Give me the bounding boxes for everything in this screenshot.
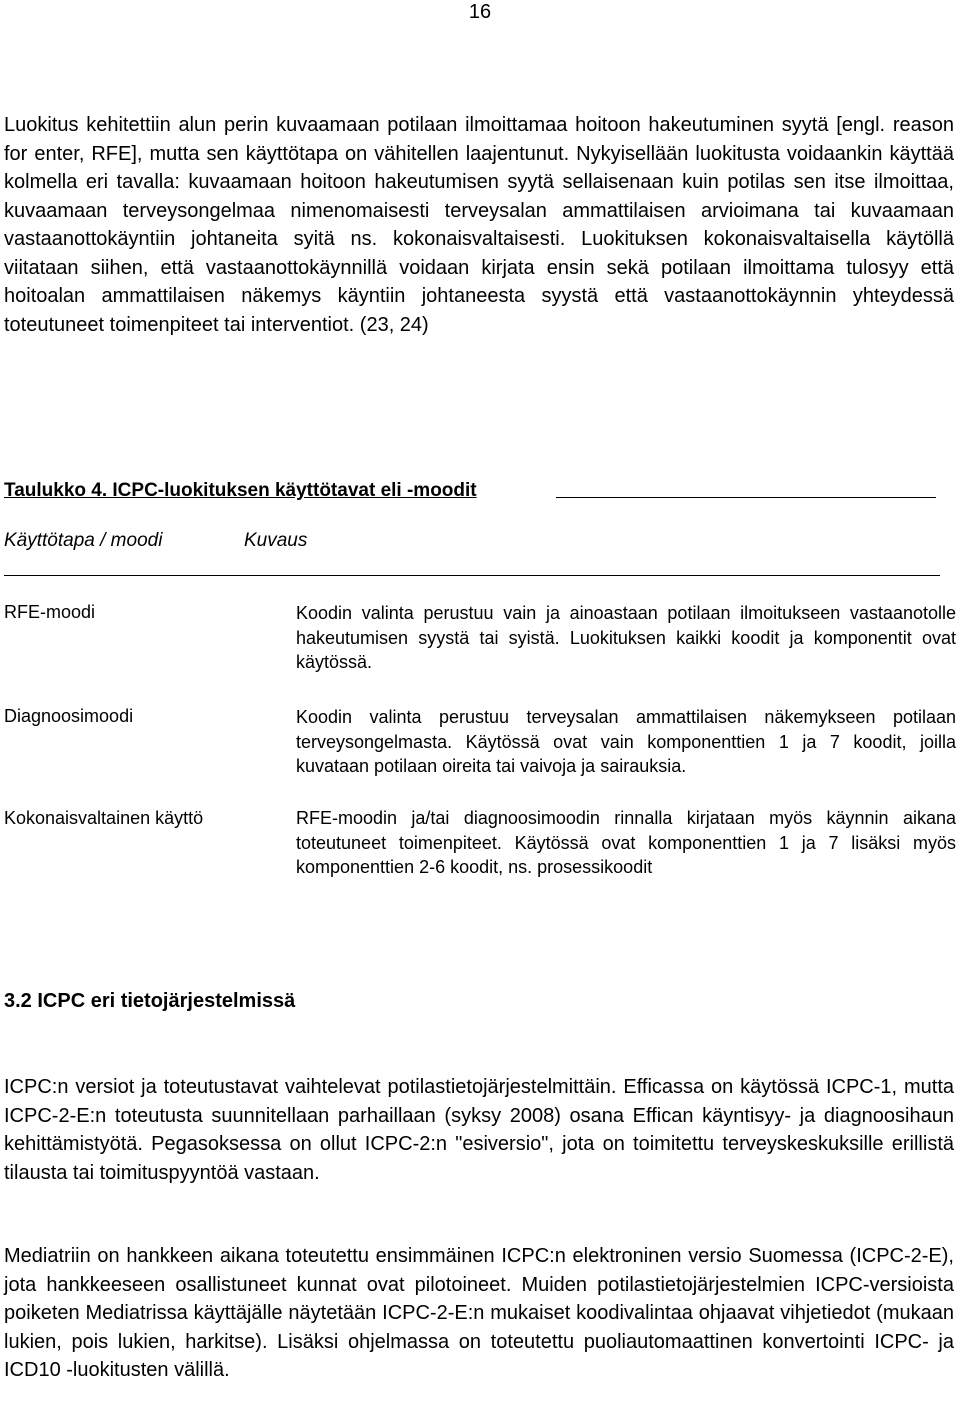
table-title [4,478,938,504]
table-header-rule [4,575,940,576]
page-number: 16 [468,1,492,23]
table-header-description: Kuvaus [244,530,308,551]
table-row-description-rfe: Koodin valinta perustuu vain ja ainoastaan potilaan ilmoitukseen vastaanotolle hakeutumisen syystä tai syistä. Luokituksen kaikki koodit ja komponentit ovat käytössä. [296,603,956,672]
table-row-description-diagnosis: Koodin valinta perustuu terveysalan ammattilaisen näkemykseen potilaan terveysongelmasta. Käytössä ovat vain komponenttien 1 ja 7 koodit, joilla kuvataan potilaan oireita tai vaivoja ja sairauksia. [296,707,956,776]
section-heading: 3.2 ICPC eri tietojärjestelmissä [4,990,296,1012]
table-row-mode-comprehensive: Kokonaisvaltainen käyttö [4,808,204,828]
table-title-text: Taulukko 4. ICPC-luokituksen käyttötavat eli -moodit [4,480,477,501]
table-row-mode-diagnosis: Diagnoosimoodi [4,706,134,726]
table-row-mode-rfe: RFE-moodi [4,602,96,622]
table-title-rule [556,497,936,498]
paragraph-classification-intro: Luokitus kehitettiin alun perin kuvaamaan potilaan ilmoittamaa hoitoon hakeutuminen syytä [engl. reason for enter, RFE], mutta sen käyttötapa on vähitellen laajentunut. Nykyisellään luokitusta voidaankin käyttää kolmella eri tavalla: kuvaamaan hoitoon hakeutumisen syytä sellaisenaan kuin potilas sen itse ilmoittaa, kuvaamaan terveysongelmaa nimenomaisesti terveysalan ammattilaisen arvioimana tai kuvaamaan vastaanottokäyntiin johtaneita syitä ns. kokonaisvaltaisesti. Luokituksen kokonaisvaltaisella käytöllä viitataan siihen, että vastaanottokäynnillä voidaan kirjata ensin sekä potilaan ilmoittama tulosyy että hoitoalan ammattilaisen näkemys käyntiin johtaneesta syystä että vastaanottokäynnin yhteydessä toteutuneet toimenpiteet tai interventiot. (23, 24) [4,114,954,336]
table-header-mode: Käyttötapa / moodi [4,530,163,551]
table-row-description-comprehensive: RFE-moodin ja/tai diagnoosimoodin rinnalla kirjataan myös käynnin aikana toteutuneet toimenpiteet. Käytössä ovat komponenttien 1 ja 7 lisäksi myös komponenttien 2-6 koodit, ns. prosessikoodit [296,808,956,877]
paragraph-icpc-versions: ICPC:n versiot ja toteutustavat vaihtelevat potilastietojärjestelmittäin. Efficassa on käytössä ICPC-1, mutta ICPC-2-E:n toteutusta suunnitellaan parhaillaan (syksy 2008) osana Effican käyntisyy- ja diagnoosihaun kehittämistyötä. Pegasoksessa on ollut ICPC-2:n "esiversio", jota on toimitettu terveyskeskuksille erillistä tilausta tai toimituspyyntöä vastaan. [4,1076,954,1184]
paragraph-mediatri: Mediatriin on hankkeen aikana toteutettu ensimmäinen ICPC:n elektroninen versio Suomessa (ICPC-2-E), jota hankkeeseen osallistuneet kunnat ovat pilotoineet. Muiden potilastietojärjestelmien ICPC-versioista poiketen Mediatrissa käyttäjälle näytetään ICPC-2-E:n mukaiset koodivalintaa ohjaavat vihjetiedot (mukaan lukien, pois lukien, harkitse). Lisäksi ohjelmassa on toteutettu puoliautomaattinen konvertointi ICPC- ja ICD10 -luokitusten välillä. [4,1245,954,1381]
